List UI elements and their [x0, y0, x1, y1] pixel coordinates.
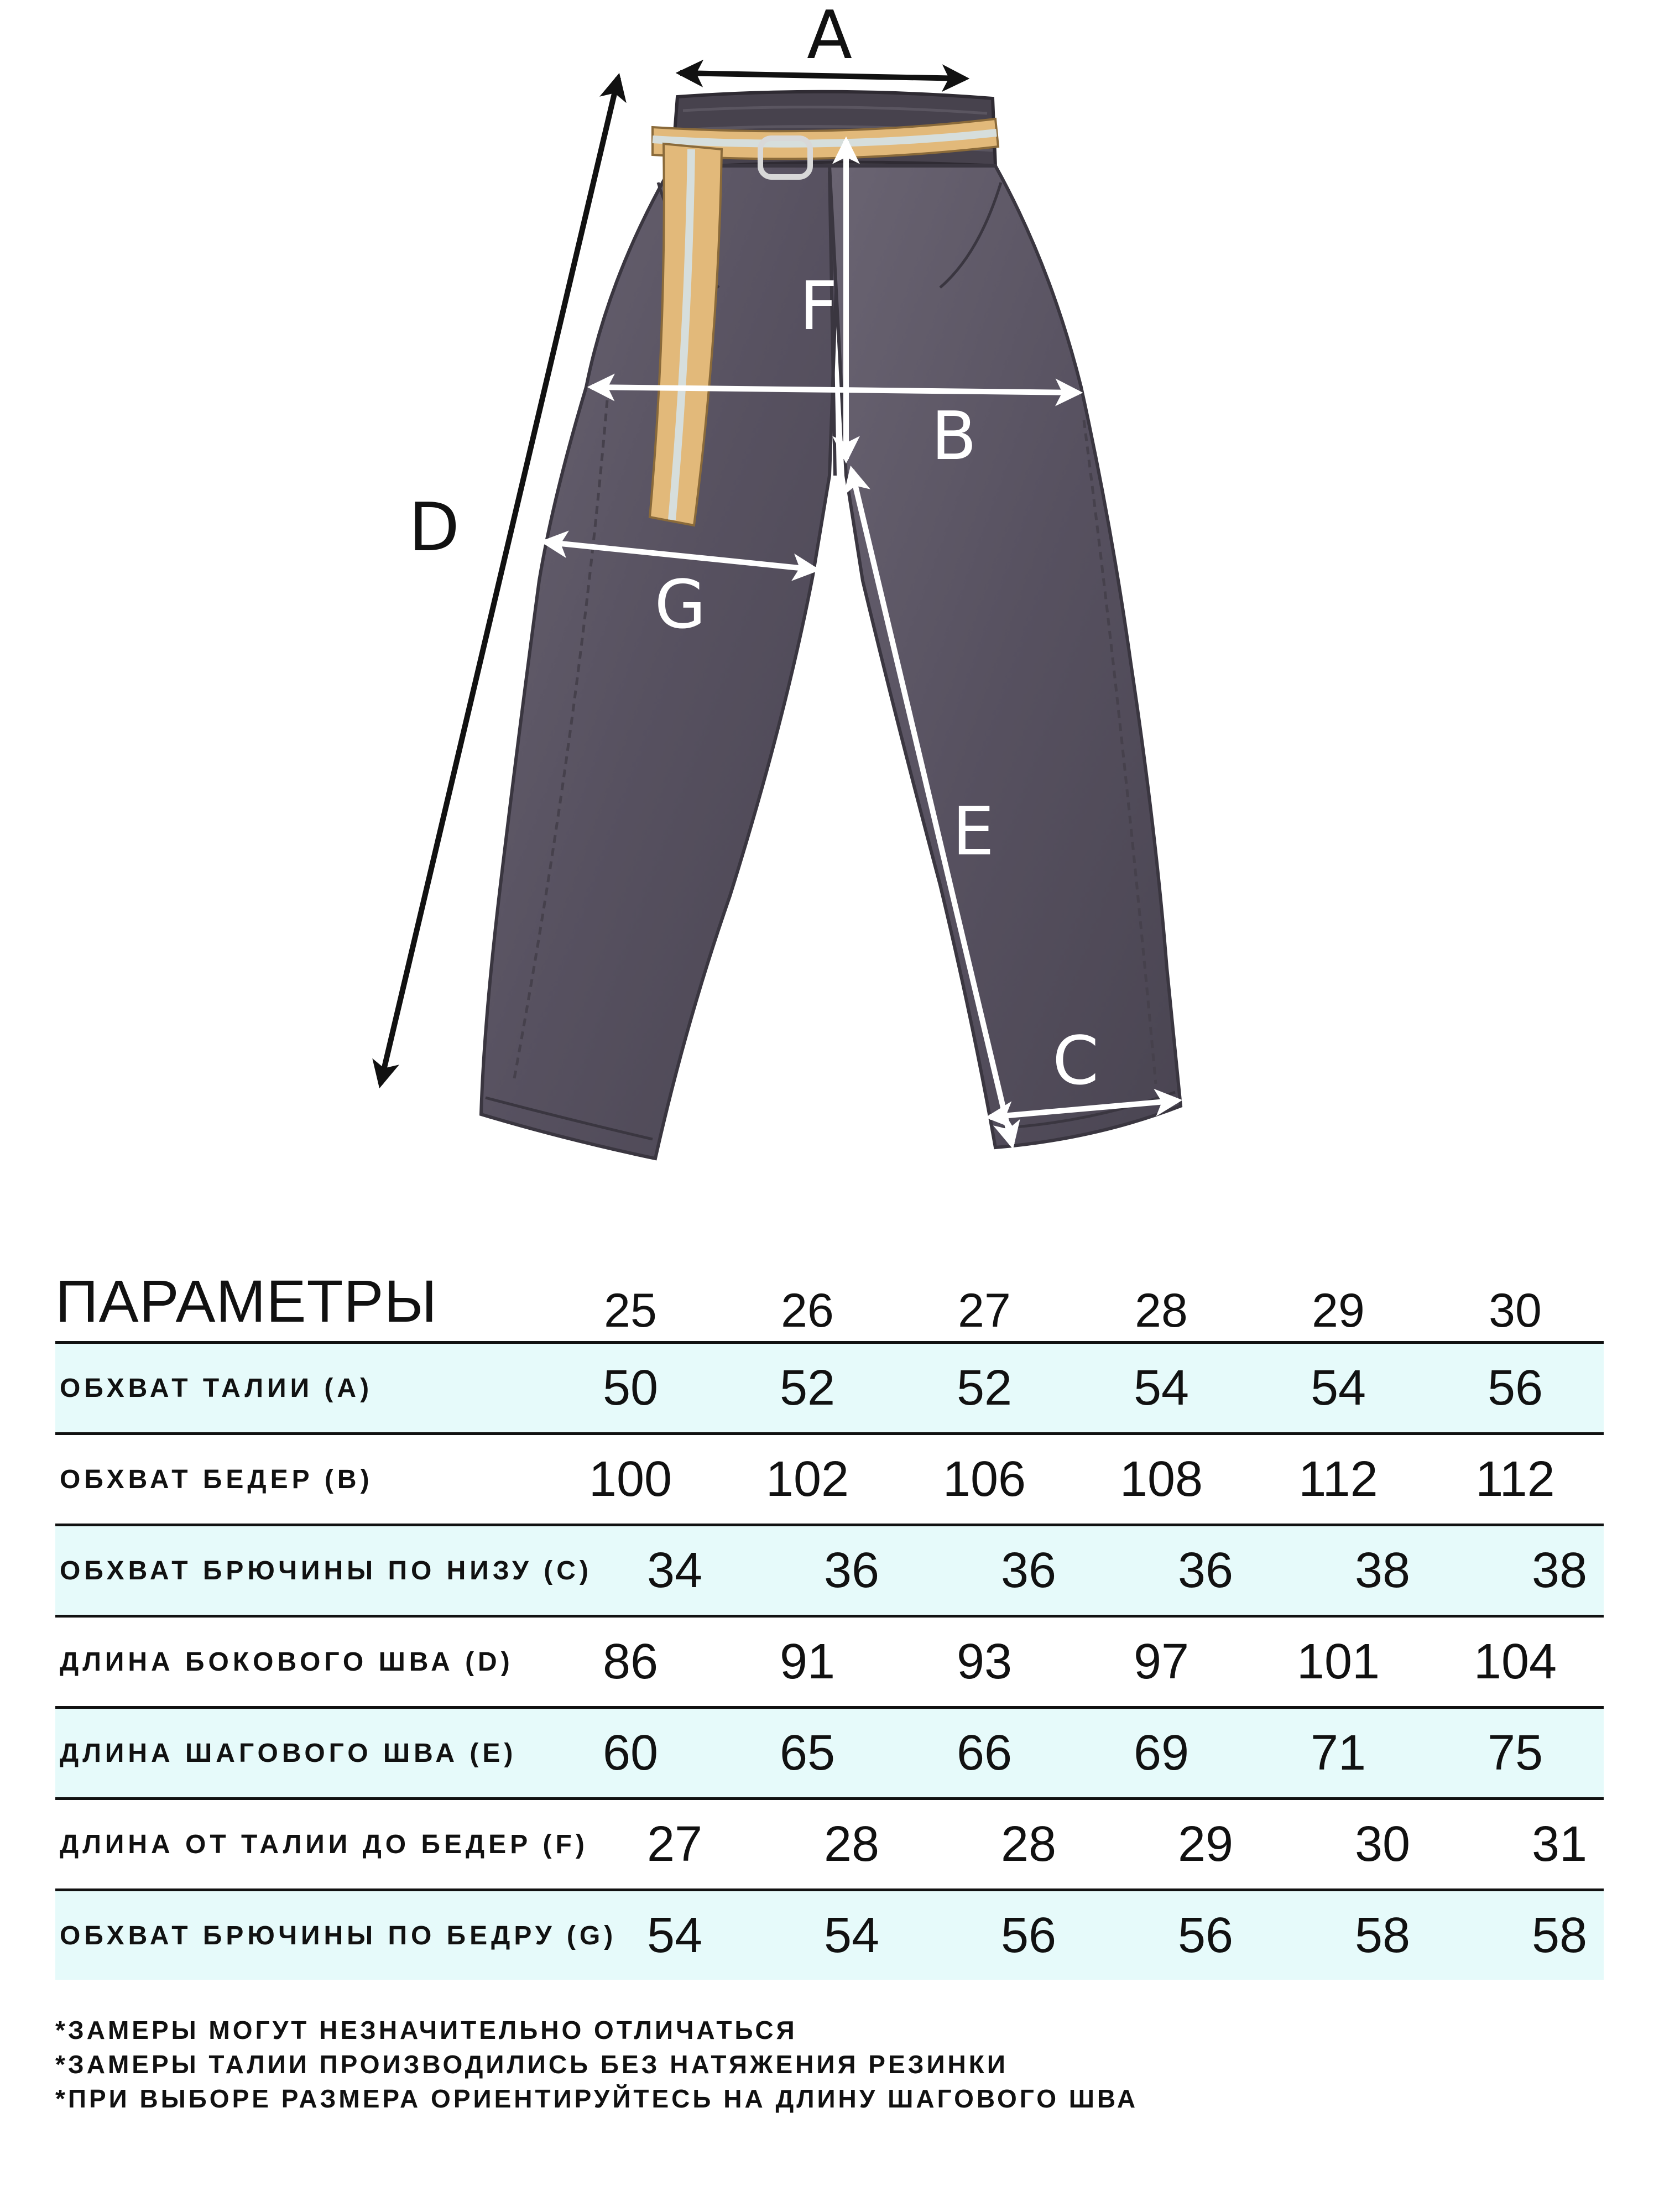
table-row: [55, 1709, 1604, 1800]
footnote: *ЗАМЕРЫ МОГУТ НЕЗНАЧИТЕЛЬНО ОТЛИЧАТЬСЯ: [55, 2016, 797, 2044]
right-leg: [830, 166, 1181, 1147]
table-row: [55, 1435, 1604, 1526]
table-cell: 101: [1296, 1634, 1380, 1689]
table-cell: 93: [956, 1634, 1013, 1689]
left-leg: [481, 166, 841, 1159]
table-cell: 36: [1177, 1543, 1234, 1598]
table-cell: 56: [1177, 1908, 1234, 1963]
table-row: [55, 1344, 1604, 1435]
table-cell: 112: [1475, 1452, 1555, 1507]
table-cell: 71: [1310, 1725, 1366, 1781]
size-header: 29: [1312, 1284, 1365, 1337]
size-header: 25: [604, 1284, 657, 1337]
label-e: E: [952, 794, 994, 870]
table-cell: 104: [1473, 1634, 1557, 1689]
table-cell: 69: [1133, 1725, 1190, 1781]
table-cell: 56: [1487, 1360, 1543, 1416]
table-row: [55, 1526, 1604, 1618]
label-c: C: [1052, 1023, 1099, 1100]
size-header: 30: [1489, 1284, 1542, 1337]
table-cell: 54: [1133, 1360, 1190, 1416]
footnote: *ЗАМЕРЫ ТАЛИИ ПРОИЗВОДИЛИСЬ БЕЗ НАТЯЖЕНИЯ РЕЗИНКИ: [55, 2050, 1008, 2079]
table-cell: 75: [1487, 1725, 1543, 1781]
size-header: 28: [1135, 1284, 1188, 1337]
table-cell: 66: [956, 1725, 1013, 1781]
size-table: [55, 1255, 1604, 1980]
table-header: [55, 1255, 1604, 1344]
table-cell: 54: [823, 1908, 880, 1963]
table-cell: 38: [1354, 1543, 1411, 1598]
param-label: ДЛИНА БОКОВОГО ШВА (D): [60, 1647, 514, 1677]
table-cell: 58: [1354, 1908, 1411, 1963]
label-b: B: [931, 398, 977, 475]
table-cell: 56: [1000, 1908, 1057, 1963]
label-a: A: [806, 0, 853, 74]
table-cell: 28: [823, 1817, 880, 1872]
table-cell: 102: [765, 1452, 849, 1507]
param-label: ОБХВАТ БРЮЧИНЫ ПО БЕДРУ (G): [60, 1921, 617, 1950]
label-d: D: [408, 489, 460, 566]
param-label: ДЛИНА ОТ ТАЛИИ ДО БЕДЕР (F): [60, 1829, 588, 1859]
table-cell: 112: [1298, 1452, 1378, 1507]
label-g: G: [654, 567, 706, 644]
footnotes: [55, 2013, 1604, 2116]
footnote: *ПРИ ВЫБОРЕ РАЗМЕРА ОРИЕНТИРУЙТЕСЬ НА ДЛИНУ ШАГОВОГО ШВА: [55, 2084, 1139, 2113]
label-f: F: [799, 268, 838, 345]
param-label: ОБХВАТ ТАЛИИ (А): [60, 1373, 373, 1403]
table-cell: 108: [1119, 1452, 1203, 1507]
table-cell: 27: [646, 1817, 703, 1872]
table-cell: 54: [1310, 1360, 1366, 1416]
table-title: ПАРАМЕТРЫ: [55, 1267, 438, 1334]
table-cell: 52: [779, 1360, 836, 1416]
table-row: [55, 1800, 1604, 1891]
table-cell: 65: [779, 1725, 836, 1781]
table-cell: 34: [646, 1543, 703, 1598]
table-cell: 97: [1133, 1634, 1190, 1689]
table-cell: 86: [602, 1634, 659, 1689]
jeans-illustration: [481, 92, 1181, 1159]
table-cell: 38: [1531, 1543, 1588, 1598]
param-label: ОБХВАТ БРЮЧИНЫ ПО НИЗУ (С): [60, 1556, 592, 1585]
table-cell: 50: [602, 1360, 659, 1416]
table-cell: 29: [1177, 1817, 1234, 1872]
table-cell: 91: [779, 1634, 836, 1689]
param-label: ДЛИНА ШАГОВОГО ШВА (Е): [60, 1738, 517, 1768]
table-cell: 60: [602, 1725, 659, 1781]
size-header: 27: [958, 1284, 1011, 1337]
table-cell: 36: [1000, 1543, 1057, 1598]
table-cell: 52: [956, 1360, 1013, 1416]
table-cell: 30: [1354, 1817, 1411, 1872]
table-cell: 31: [1531, 1817, 1588, 1872]
table-row: [55, 1618, 1604, 1709]
table-cell: 28: [1000, 1817, 1057, 1872]
table-cell: 106: [942, 1452, 1026, 1507]
table-cell: 100: [588, 1452, 672, 1507]
table-cell: 36: [823, 1543, 880, 1598]
table-row: [55, 1891, 1604, 1980]
table-cell: 54: [646, 1908, 703, 1963]
table-cell: 58: [1531, 1908, 1588, 1963]
size-header: 26: [781, 1284, 834, 1337]
param-label: ОБХВАТ БЕДЕР (B): [60, 1464, 373, 1494]
